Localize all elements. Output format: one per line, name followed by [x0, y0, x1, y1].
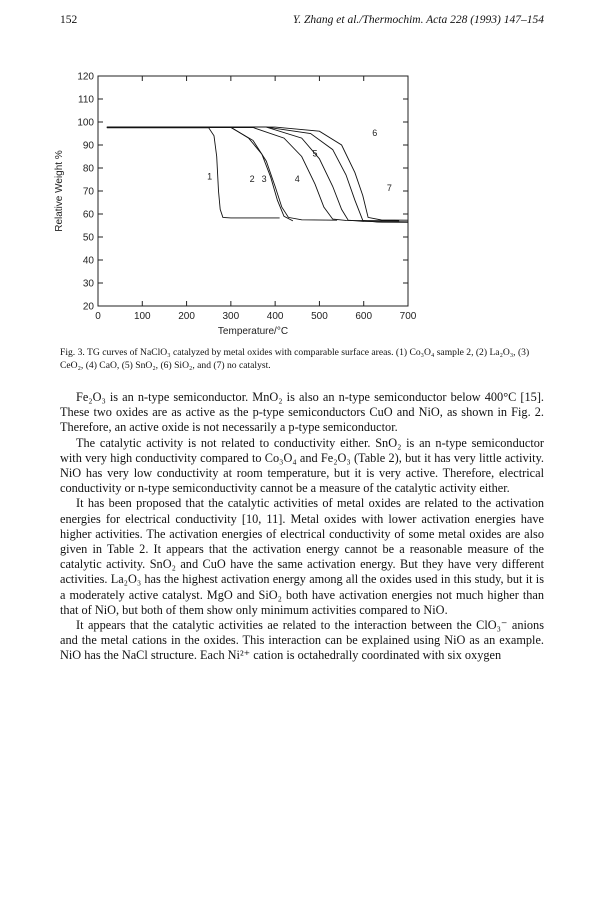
tg-curves-chart: [40, 62, 440, 340]
y-tick-label-4: 60: [82, 209, 94, 221]
curve-label-7: 7: [386, 183, 392, 193]
y-tick-label-1: 30: [82, 278, 94, 290]
x-tick-label-2: 200: [178, 311, 195, 322]
running-head: Y. Zhang et al./Thermochim. Acta 228 (1993) 147–154: [292, 14, 544, 26]
curve-label-5: 5: [312, 148, 318, 159]
y-axis-label: Relative Weight %: [54, 150, 65, 232]
y-tick-label-2: 40: [82, 255, 94, 267]
y-tick-label-3: 50: [82, 232, 94, 244]
y-tick-label-6: 80: [82, 163, 94, 175]
tg-curve-6: [107, 127, 408, 222]
paragraph-1: Fe₂O₃ is an n-type semiconductor. MnO₂ is also an n-type semiconductor below 400°C [15]. These two oxides are as active as the p-type semiconductors CuO and NiO, as shown in Fig. 2. Therefore, an active oxide is not necessarily a p-type semiconductor.: [60, 390, 544, 435]
x-tick-label-4: 400: [266, 311, 284, 322]
y-tick-label-10: 120: [77, 71, 94, 83]
body-text: [60, 390, 544, 664]
x-tick-label-1: 100: [133, 311, 151, 322]
tg-curve-5: [107, 127, 408, 222]
figure-caption: Fig. 3. TG curves of NaClO₃ catalyzed by metal oxides with comparable surface areas. (1) Co₃O₄ sample 2, (2) La₂O₃, (3) CeO₂, (4) CaO, (5) SnO₂, (6) SiO₂, and (7) no catalyst.: [60, 347, 530, 371]
y-tick-label-0: 20: [82, 301, 94, 313]
y-tick-label-5: 70: [82, 186, 94, 198]
tg-curve-7: [107, 127, 408, 220]
curve-label-3: 3: [261, 173, 267, 184]
x-tick-label-5: 500: [311, 311, 328, 322]
y-tick-label-9: 110: [78, 94, 94, 106]
x-tick-label-3: 300: [222, 311, 240, 322]
curve-label-6: 6: [372, 127, 378, 138]
page-number: 152: [60, 14, 78, 26]
x-axis-label: Temperature/°C: [217, 326, 289, 337]
page-header: [60, 14, 544, 30]
paragraph-2: The catalytic activity is not related to conductivity either. SnO₂ is an n-type semiconductor with very high conductivity compared to Co₃O₄ and Fe₂O₃ (Table 2), but it has very little activity. NiO has very low conductivity at room temperature, but it is very active. Therefore, electrical conductivity or n-type semiconductivity cannot be a measure of the catalytic activity either.: [60, 435, 544, 496]
x-tick-label-7: 700: [399, 311, 417, 322]
tg-curve-3: [107, 128, 337, 221]
paragraph-4: It appears that the catalytic activities ae related to the interaction between the ClO₃⁻ anions and the metal cations in the oxides. This interaction can be explained using NiO as an example. NiO has the NaCl structure. Each Ni²⁺ cation is octahedrally coordinated with six oxygen: [60, 618, 544, 663]
curve-label-1: 1: [207, 171, 213, 182]
paragraph-3: It has been proposed that the catalytic activities of metal oxides are related to the activation energies for electrical conductivity [10, 11]. Metal oxides with lower activation energies have higher activities. The activation energies of electrical conductivity of some metal oxides are also given in Table 2. It appears that the activation energy cannot be a reasonable measure of the catalytic activity. SnO₂ and CuO have the same activation energy. But they have very different activities. La₂O₃ has the highest activation energy among all the oxides used in this study, but it is a moderately active catalyst. MgO and SiO₂ both have activation energies not much higher than that of NiO, but both of them show only minimum activities compared to NiO.: [60, 496, 544, 617]
x-tick-label-6: 600: [355, 311, 373, 322]
curve-label-2: 2: [249, 173, 255, 184]
curve-label-4: 4: [294, 173, 300, 184]
x-tick-label-0: 0: [95, 311, 101, 322]
y-tick-label-8: 100: [77, 117, 94, 129]
y-tick-label-7: 90: [82, 140, 94, 152]
